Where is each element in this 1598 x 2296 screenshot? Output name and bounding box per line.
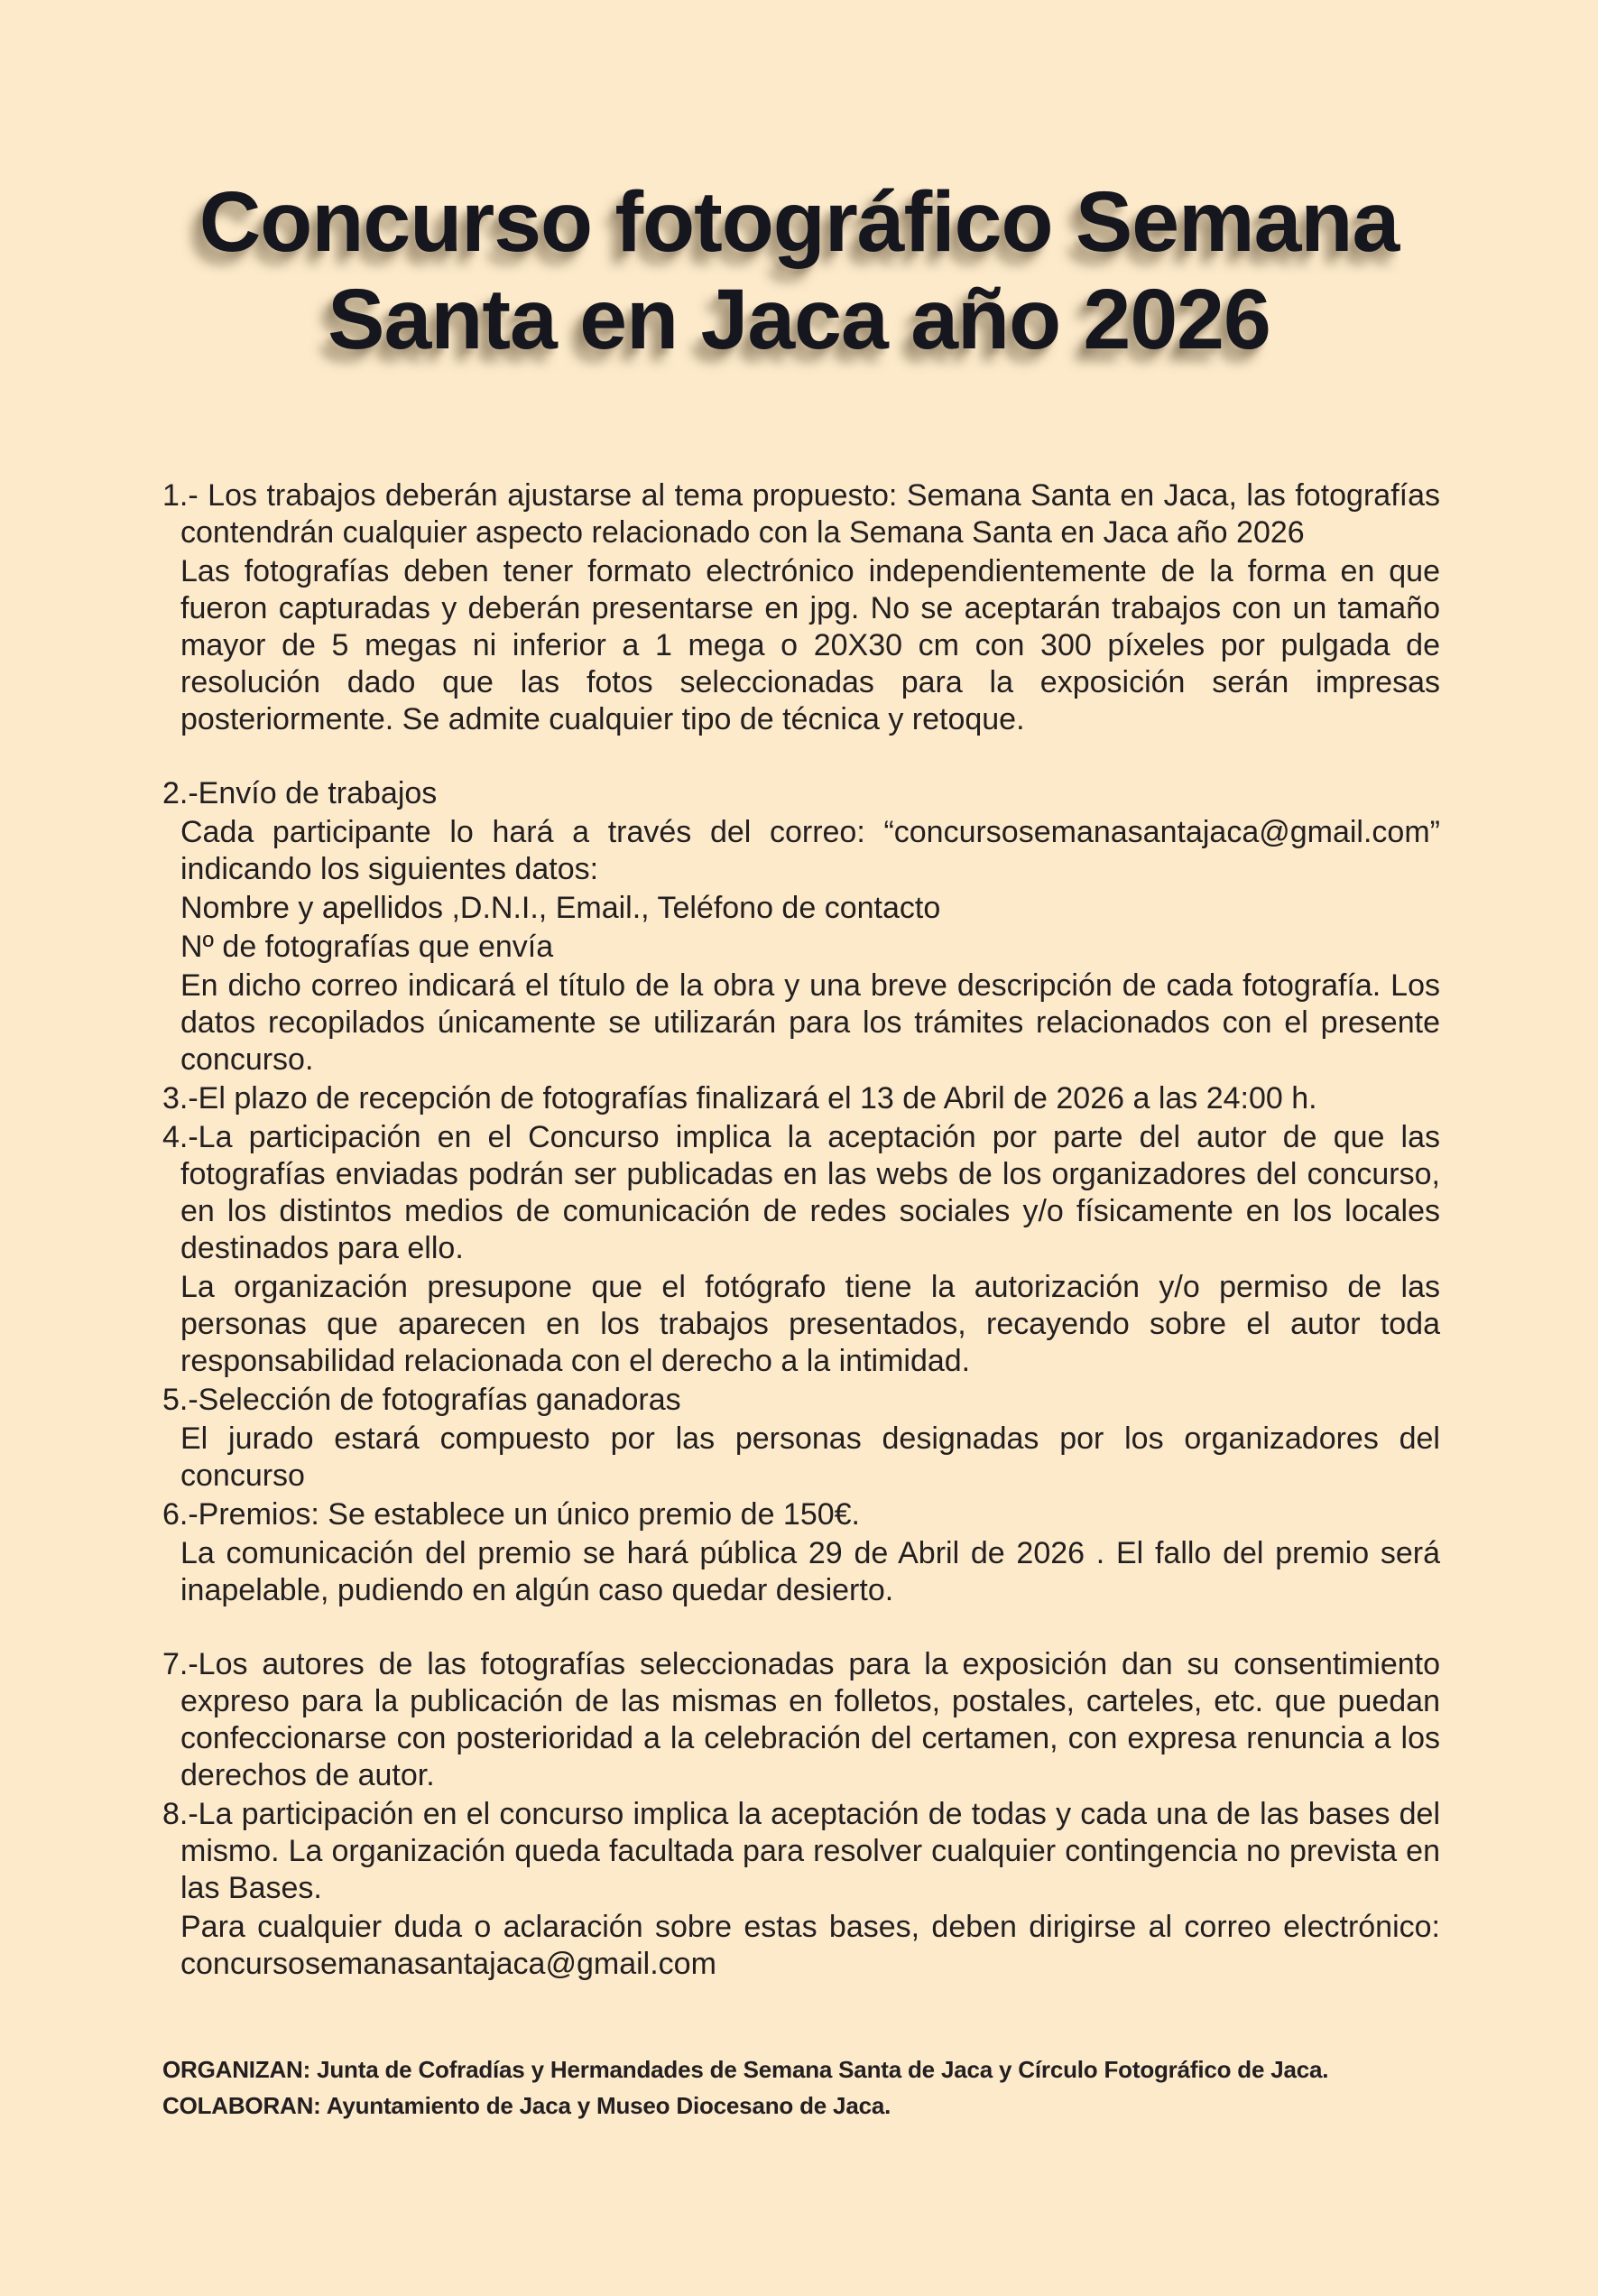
poster-title-line-2: Santa en Jaca año 2026	[328, 271, 1270, 367]
rule-7	[162, 1646, 1440, 1794]
colaboran-line: COLABORAN: Ayuntamiento de Jaca y Museo Diocesano de Jaca.	[162, 2091, 891, 2119]
rule-paragraph: Nombre y apellidos ,D.N.I., Email., Teléfono de contacto	[180, 890, 941, 925]
rule-paragraph: 8.-La participación en el concurso implica la aceptación de todas y cada una de las bases del mismo. La organización queda facultada para resolver cualquier contingencia no prevista en las Bases.	[162, 1796, 1440, 1905]
rule-paragraph: 6.-Premios: Se establece un único premio de 150€.	[162, 1496, 861, 1532]
rule-8	[162, 1796, 1440, 1983]
rule-paragraph: El jurado estará compuesto por las personas designadas por los organizadores del concurso	[180, 1421, 1440, 1493]
rule-paragraph: En dicho correo indicará el título de la obra y una breve descripción de cada fotografía. Los datos recopilados únicamente se utilizarán para los trámites relacionados con el presente concurso.	[180, 967, 1440, 1077]
poster-title-line-1: Concurso fotográfico Semana	[199, 173, 1399, 270]
rule-3	[162, 1080, 1440, 1117]
rule-paragraph: 4.-La participación en el Concurso implica la aceptación por parte del autor de que las fotografías enviadas podrán ser publicadas en las webs de los organizadores del concurso, en los distintos medios de comunicación de redes sociales y/o físicamente en los locales destinados para ello.	[162, 1119, 1440, 1265]
rule-paragraph: 5.-Selección de fotografías ganadoras	[162, 1382, 681, 1417]
rule-paragraph: Las fotografías deben tener formato electrónico independientemente de la forma en que fueron capturadas y deberán presentarse en jpg. No se aceptarán trabajos con un tamaño mayor de 5 megas ni inferior a 1 mega o 20X30 cm con 300 píxeles por pulgada de resolución dado que las fotos seleccionadas para la exposición serán impresas posteriormente. Se admite cualquier tipo de técnica y retoque.	[180, 553, 1440, 736]
rule-1	[162, 477, 1440, 738]
rule-paragraph: 3.-El plazo de recepción de fotografías finalizará el 13 de Abril de 2026 a las 24:00 h.	[162, 1080, 1317, 1116]
rule-paragraph: 7.-Los autores de las fotografías seleccionadas para la exposición dan su consentimiento expreso para la publicación de las mismas en folletos, postales, carteles, etc. que puedan confeccionarse con posterioridad a la celebración del certamen, con expresa renuncia a los derechos de autor.	[162, 1646, 1440, 1792]
credits	[162, 2051, 1440, 2124]
rule-paragraph: La organización presupone que el fotógrafo tiene la autorización y/o permiso de las personas que aparecen en los trabajos presentados, recayendo sobre el autor toda responsabilidad relacionada con el derecho a la intimidad.	[180, 1269, 1440, 1378]
poster	[0, 58, 1598, 2296]
organizan-line: ORGANIZAN: Junta de Cofradías y Hermandades de Semana Santa de Jaca y Círculo Fotográfico de Jaca.	[162, 2055, 1329, 2083]
rule-paragraph: 2.-Envío de trabajos	[162, 775, 438, 810]
rule-2	[162, 775, 1440, 1079]
rule-5	[162, 1382, 1440, 1495]
rule-paragraph: La comunicación del premio se hará pública 29 de Abril de 2026 . El fallo del premio será inapelable, pudiendo en algún caso quedar desierto.	[180, 1535, 1440, 1607]
rule-4	[162, 1119, 1440, 1380]
rules-list	[162, 477, 1440, 2124]
rule-paragraph: Para cualquier duda o aclaración sobre estas bases, deben dirigirse al correo electrónico: concursosemanasantajaca@gmail.com	[180, 1909, 1440, 1981]
rule-paragraph: 1.- Los trabajos deberán ajustarse al tema propuesto: Semana Santa en Jaca, las fotografías contendrán cualquier aspecto relacionado con la Semana Santa en Jaca año 2026	[162, 477, 1440, 550]
poster-title	[0, 58, 1598, 368]
rule-paragraph: Cada participante lo hará a través del correo: “concursosemanasantajaca@gmail.com” indicando los siguientes datos:	[180, 814, 1440, 886]
rule-6	[162, 1496, 1440, 1609]
rule-paragraph: Nº de fotografías que envía	[180, 929, 554, 964]
